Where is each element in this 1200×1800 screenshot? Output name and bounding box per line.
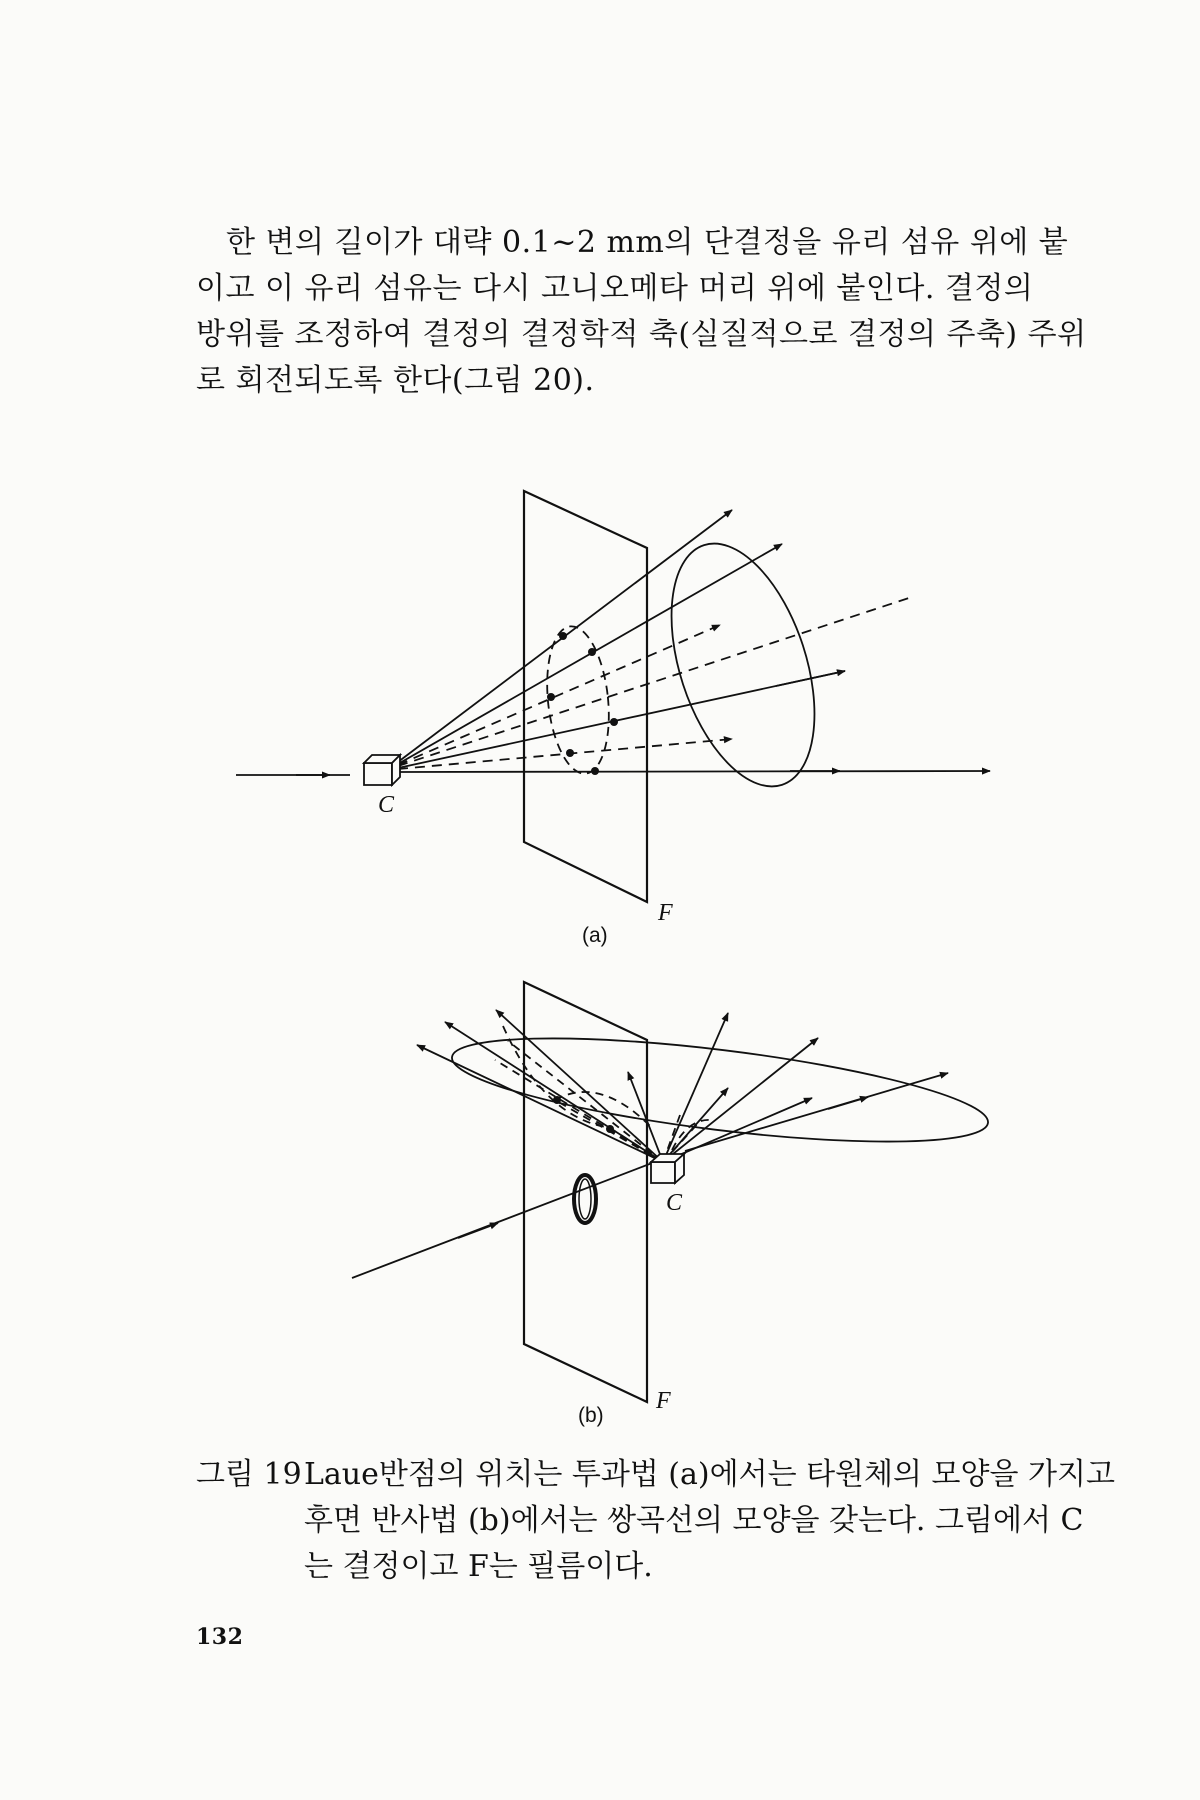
film-label-b: F bbox=[656, 1388, 671, 1414]
reflected-ray bbox=[663, 1013, 728, 1162]
paragraph-line: 로 회전되도록 한다(그림 20). bbox=[196, 363, 595, 398]
paragraph-line: 이고 이 유리 섬유는 다시 고니오메타 머리 위에 붙인다. 결정의 bbox=[196, 271, 1034, 306]
subfigure-label-a: (a) bbox=[582, 924, 608, 947]
crystal-cube-b bbox=[651, 1154, 684, 1183]
subfigure-label-b: (b) bbox=[578, 1404, 604, 1427]
paragraph-line: 한 변의 길이가 대략 0.1~2 mm의 단결정을 유리 섬유 위에 붙 bbox=[226, 225, 1069, 260]
reflected-ray bbox=[663, 1098, 812, 1162]
direct-beam-a bbox=[400, 771, 990, 772]
caption-line: 는 결정이고 F는 필름이다. bbox=[304, 1549, 653, 1584]
laue-cone-ellipse bbox=[644, 526, 842, 805]
figure-a-transmission bbox=[236, 491, 990, 902]
beam-hole-ring bbox=[574, 1175, 596, 1223]
caption-line: 후면 반사법 (b)에서는 쌍곡선의 모양을 갖는다. 그림에서 C bbox=[304, 1503, 1084, 1538]
reflected-ray bbox=[445, 1022, 663, 1162]
caption-label: 그림 19 bbox=[196, 1457, 302, 1492]
page-number: 132 bbox=[196, 1624, 244, 1650]
crystal-label-a: C bbox=[378, 792, 395, 818]
film-label-a: F bbox=[658, 900, 673, 926]
caption-line: Laue반점의 위치는 투과법 (a)에서는 타원체의 모양을 가지고 bbox=[304, 1457, 1115, 1492]
diffracted-ray-dashed bbox=[398, 597, 912, 766]
reflected-ray bbox=[417, 1045, 663, 1162]
incident-beam-b bbox=[352, 1160, 660, 1278]
caption-body bbox=[304, 1452, 1115, 1590]
crystal-label-b: C bbox=[666, 1190, 683, 1216]
film-plane-a bbox=[524, 491, 647, 902]
laue-spots-a bbox=[547, 632, 618, 775]
film-plane-b bbox=[524, 982, 647, 1402]
reflected-ray bbox=[663, 1038, 818, 1162]
crystal-cube-a bbox=[364, 755, 400, 785]
paragraph-line: 방위를 조정하여 결정의 결정학적 축(실질적으로 결정의 주축) 주위 bbox=[196, 317, 1087, 352]
reflected-ray bbox=[496, 1010, 663, 1162]
